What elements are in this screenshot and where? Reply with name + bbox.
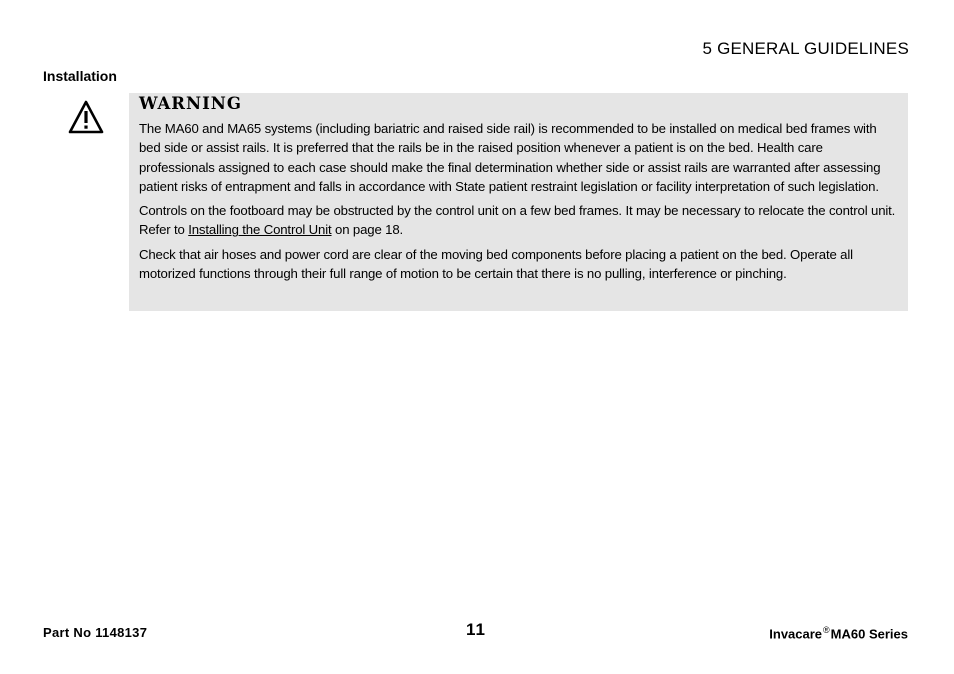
page-number: 11 [466,620,486,639]
warning-paragraph: The MA60 and MA65 systems (including bariatric and raised side rail) is recommended to be installed on medical bed frames with bed side or assist rails. It is preferred that the rails be in the raised position whenever a patient is on the bed. Health care professionals assigned to each case should make the final determination whether side or assist rails are warranted after assessing patient risks of entrapment and falls in accordance with State patient restraint legislation or facility interpretation of such legislation. [139,121,881,194]
warning-heading: WARNING [139,94,242,113]
part-number: Part No 1148137 [43,625,148,640]
installing-control-unit-link[interactable]: Installing the Control Unit [188,222,332,238]
warning-paragraph: Check that air hoses and power cord are clear of the moving bed components before placing a patient on the bed. Operate all motorized functions through their full range of motion to be certain that there is no pulling, interference or pinching. [139,246,853,282]
product-name [769,625,908,641]
brand-name: Invacare [769,626,823,642]
section-heading: Installation [43,68,117,84]
product-series: MA60 Series [830,626,908,642]
warning-triangle-icon [67,99,105,135]
registered-mark: ® [823,625,830,635]
chapter-title: 5 GENERAL GUIDELINES [702,39,909,58]
warning-paragraph [139,201,898,240]
paragraph-text: on page 18. [331,222,404,238]
paragraph-text: Controls on the footboard may be obstructed by the control unit on a few bed frames. It may be necessary to relocate the control unit. Refer to [139,203,896,238]
warning-box [129,93,908,311]
